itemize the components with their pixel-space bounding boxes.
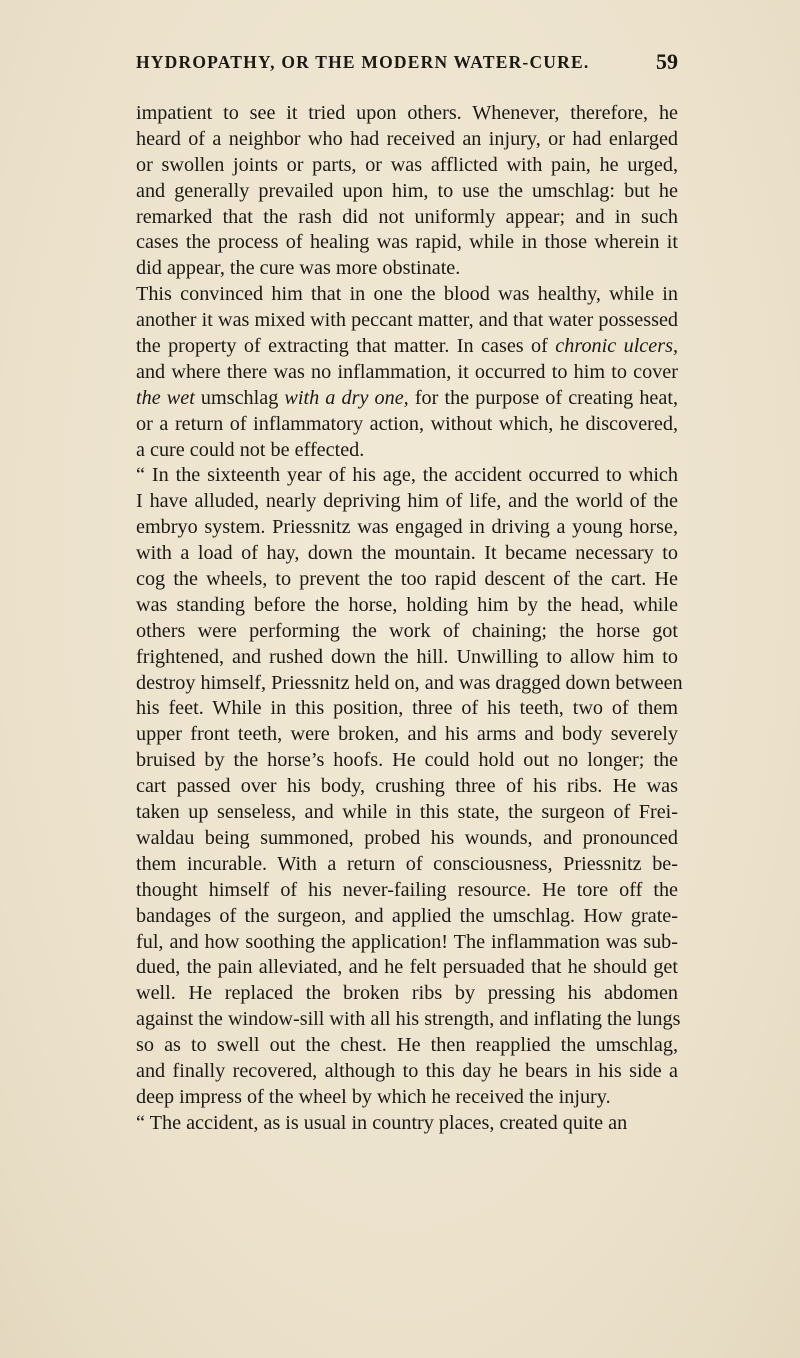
text-line — [136, 722, 678, 748]
text-line — [136, 748, 678, 774]
text-segment: them incurable. With a return of consciousness, Priessnitz be- — [136, 852, 678, 875]
text-line — [136, 619, 678, 645]
text-segment: or a return of inflammatory action, without which, he discovered, — [136, 412, 678, 435]
text-segment: his feet. While in this position, three of his teeth, two of them — [136, 697, 678, 720]
text-segment: for the purpose of creating heat, — [408, 386, 678, 409]
text-line — [136, 1085, 678, 1111]
text-line — [136, 412, 678, 438]
text-segment: waldau being summoned, probed his wounds, and pronounced — [136, 826, 678, 849]
text-segment: ful, and how soothing the application! The inflammation was sub- — [136, 930, 678, 953]
text-segment: bruised by the horse’s hoofs. He could hold out no longer; the — [136, 749, 678, 772]
body-text — [136, 101, 683, 1137]
text-line — [136, 696, 678, 722]
text-line — [136, 282, 678, 308]
text-segment: cases the process of healing was rapid, while in those wherein it — [136, 231, 678, 254]
text-segment: embryo system. Priessnitz was engaged in driving a young horse, — [136, 516, 678, 539]
text-line — [136, 205, 678, 231]
text-segment: remarked that the rash did not uniformly appear; and in such — [136, 205, 678, 228]
text-line — [136, 360, 678, 386]
text-segment: I have alluded, nearly depriving him of life, and the world of the — [136, 490, 678, 513]
text-segment: destroy himself, Priessnitz held on, and was dragged down between — [136, 671, 683, 694]
text-line — [136, 774, 678, 800]
text-line — [136, 800, 678, 826]
text-segment: bandages of the surgeon, and applied the umschlag. How grate- — [136, 904, 678, 927]
text-line — [136, 1111, 678, 1137]
text-line — [136, 463, 678, 489]
text-segment: so as to swell out the chest. He then reapplied the umschlag, — [136, 1034, 678, 1057]
text-line — [136, 852, 678, 878]
text-segment: “ In the sixteenth year of his age, the accident occurred to which — [136, 464, 678, 487]
text-segment: another it was mixed with peccant matter, and that water possessed — [136, 309, 678, 332]
text-line — [136, 826, 678, 852]
text-segment: frightened, and rushed down the hill. Unwilling to allow him to — [136, 645, 678, 668]
text-segment: and finally recovered, although to this day he bears in his side a — [136, 1059, 678, 1082]
text-line — [136, 101, 678, 127]
text-line — [136, 1007, 681, 1033]
text-line — [136, 334, 678, 360]
text-segment: a cure could not be effected. — [136, 438, 365, 461]
text-line — [136, 230, 678, 256]
text-line — [136, 1059, 678, 1085]
text-segment: with a load of hay, down the mountain. It became necessary to — [136, 542, 678, 565]
text-line — [136, 981, 678, 1007]
text-segment: umschlag — [194, 386, 285, 409]
text-line — [136, 489, 678, 515]
page-number: 59 — [656, 49, 678, 74]
text-line — [136, 153, 678, 179]
text-segment: and where there was no inflammation, it occurred to him to cover — [136, 360, 678, 383]
italic-text: chronic ulcers, — [555, 335, 678, 358]
text-segment: heard of a neighbor who had received an injury, or had enlarged — [136, 127, 678, 150]
text-segment: did appear, the cure was more obstinate. — [136, 257, 461, 280]
text-segment: dued, the pain alleviated, and he felt persuaded that he should get — [136, 956, 678, 979]
running-head — [136, 49, 678, 82]
italic-text: the wet — [136, 386, 195, 409]
text-segment: cog the wheels, to prevent the too rapid descent of the cart. He — [136, 568, 678, 591]
text-line — [136, 127, 678, 153]
text-line — [136, 386, 678, 412]
text-line — [136, 593, 678, 619]
text-segment: the property of extracting that matter. In cases of — [136, 335, 556, 358]
text-segment: “ The accident, as is usual in country places, created quite an — [136, 1111, 628, 1134]
text-segment: against the window-sill with all his strength, and inflating the lungs — [136, 1008, 681, 1031]
text-segment: or swollen joints or parts, or was afflicted with pain, he urged, — [136, 153, 678, 176]
text-segment: thought himself of his never-failing resource. He tore off the — [136, 878, 678, 901]
text-line — [136, 256, 678, 282]
text-line — [136, 645, 678, 671]
text-segment: cart passed over his body, crushing three of his ribs. He was — [136, 775, 678, 798]
text-segment: upper front teeth, were broken, and his arms and body severely — [136, 723, 678, 746]
text-line — [136, 515, 678, 541]
text-segment: was standing before the horse, holding him by the head, while — [136, 593, 678, 616]
text-segment: others were performing the work of chaining; the horse got — [136, 619, 678, 642]
text-line — [136, 541, 678, 567]
text-segment: well. He replaced the broken ribs by pressing his abdomen — [136, 982, 678, 1005]
text-line — [136, 308, 678, 334]
text-segment: This convinced him that in one the blood was healthy, while in — [136, 283, 678, 306]
text-line — [136, 671, 683, 697]
text-line — [136, 930, 678, 956]
text-segment: taken up senseless, and while in this state, the surgeon of Frei- — [136, 801, 678, 824]
text-line — [136, 438, 678, 464]
text-segment: impatient to see it tried upon others. Whenever, therefore, he — [136, 102, 678, 124]
text-line — [136, 878, 678, 904]
text-line — [136, 567, 678, 593]
text-segment: and generally prevailed upon him, to use the umschlag: but he — [136, 179, 678, 202]
italic-text: with a dry one, — [284, 386, 409, 409]
text-line — [136, 955, 678, 981]
text-line — [136, 179, 678, 205]
text-line — [136, 904, 678, 930]
text-line — [136, 1033, 678, 1059]
running-title: HYDROPATHY, OR THE MODERN WATER-CURE. — [136, 52, 590, 72]
text-segment: deep impress of the wheel by which he received the injury. — [136, 1085, 611, 1108]
